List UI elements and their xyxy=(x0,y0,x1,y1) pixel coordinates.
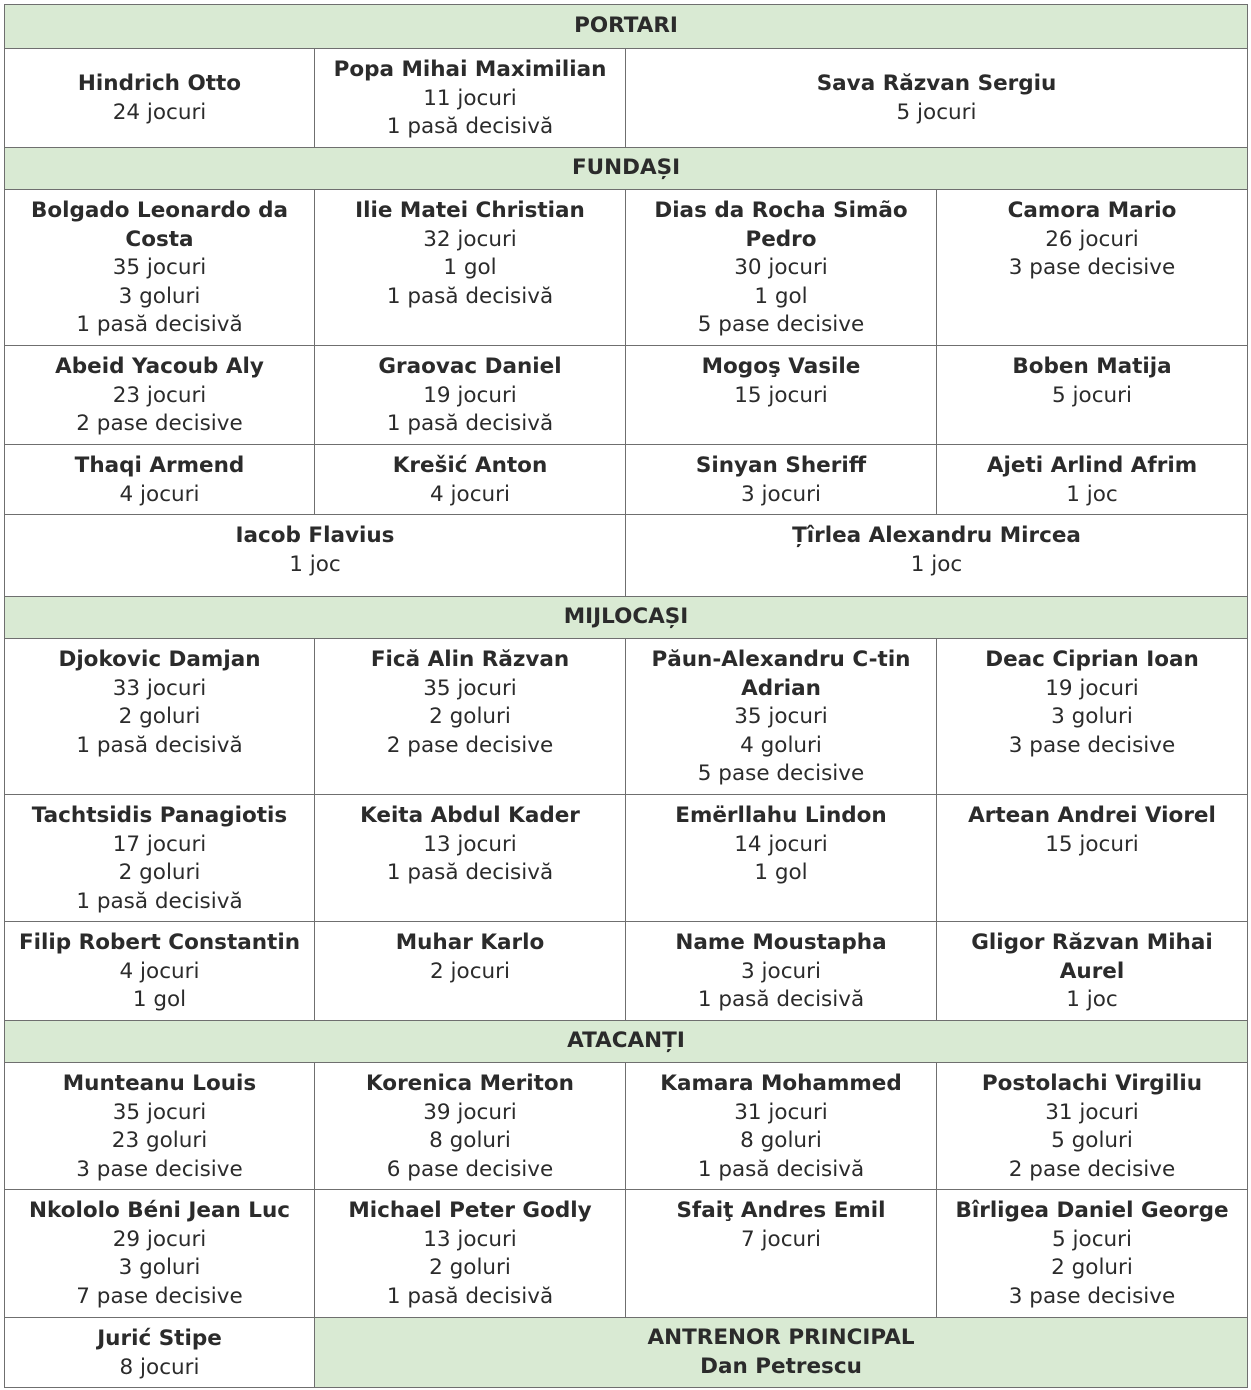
player-stat: 1 joc xyxy=(1066,481,1118,507)
player-stat: 2 pase decisive xyxy=(1008,1156,1176,1182)
player-name: Korenica Meriton xyxy=(366,1071,574,1096)
player-cell xyxy=(315,49,626,148)
player-stat: 2 pase decisive xyxy=(386,732,554,758)
player-stat: 33 jocuri xyxy=(112,675,207,701)
player-cell xyxy=(315,1063,626,1190)
player-cell xyxy=(315,346,626,445)
player-cell xyxy=(626,445,937,515)
player-stat: 5 pase decisive xyxy=(697,312,865,337)
player-stat: 5 jocuri xyxy=(1052,1226,1132,1252)
player-stat: 1 pasă decisivă xyxy=(697,1156,865,1182)
player-stat: 5 goluri xyxy=(1051,1128,1133,1153)
player-stat: 1 pasă decisivă xyxy=(76,732,243,758)
player-name: Ajeti Arlind Afrim xyxy=(986,453,1198,478)
head-coach-name: Dan Petrescu xyxy=(700,1353,862,1379)
player-cell xyxy=(5,49,315,148)
player-name: Hindrich Otto xyxy=(77,71,242,96)
player-stat: 17 jocuri xyxy=(112,831,207,857)
player-stat: 23 jocuri xyxy=(112,382,207,408)
player-stat: 3 jocuri xyxy=(741,958,821,984)
player-cell xyxy=(315,190,626,346)
player-name: Krešić Anton xyxy=(392,453,548,478)
player-stat: 2 goluri xyxy=(118,704,201,729)
player-cell xyxy=(626,515,1248,597)
player-cell xyxy=(937,346,1248,445)
player-stat: 1 pasă decisivă xyxy=(386,411,554,436)
player-name: Popa Mihai Maximilian xyxy=(333,57,607,82)
player-cell xyxy=(937,795,1248,922)
player-name: Sinyan Sheriff xyxy=(695,453,867,478)
squad-stats-table xyxy=(4,4,1248,1388)
player-stat: 4 jocuri xyxy=(119,481,200,507)
player-stat: 35 jocuri xyxy=(734,704,828,729)
player-cell xyxy=(937,190,1248,346)
player-stat: 1 pasă decisivă xyxy=(386,860,554,885)
player-stat: 7 pase decisive xyxy=(76,1283,243,1309)
player-stat: 7 jocuri xyxy=(741,1226,821,1252)
player-stat: 19 jocuri xyxy=(1045,675,1139,701)
player-stat: 8 jocuri xyxy=(119,1354,200,1380)
player-name: Deac Ciprian Ioan xyxy=(985,647,1199,672)
player-name: Muhar Karlo xyxy=(395,930,545,955)
player-cell xyxy=(937,639,1248,795)
player-cell xyxy=(315,1190,626,1318)
player-stat: 1 gol xyxy=(443,255,497,280)
player-cell xyxy=(5,639,315,795)
player-cell xyxy=(5,795,315,922)
player-cell xyxy=(626,190,937,346)
player-stat: 5 jocuri xyxy=(1052,382,1132,408)
player-stat: 3 pase decisive xyxy=(1008,255,1176,280)
player-stat: 3 goluri xyxy=(1051,704,1133,729)
player-stat: 1 joc xyxy=(289,551,341,577)
player-stat: 11 jocuri xyxy=(423,85,517,111)
player-name: Camora Mario xyxy=(1007,198,1177,223)
player-cell xyxy=(626,1190,937,1318)
player-stat: 24 jocuri xyxy=(112,99,207,125)
player-stat: 1 pasă decisivă xyxy=(386,1283,554,1309)
player-name: Fică Alin Răzvan xyxy=(370,647,570,672)
player-stat: 8 goluri xyxy=(740,1128,822,1153)
player-cell xyxy=(626,795,937,922)
player-name: Kamara Mohammed xyxy=(660,1071,902,1096)
player-stat: 13 jocuri xyxy=(423,1226,517,1252)
player-name: Bolgado Leonardo da Costa xyxy=(30,198,289,252)
player-name: Bîrligea Daniel George xyxy=(955,1198,1229,1223)
player-stat: 32 jocuri xyxy=(423,226,517,252)
player-stat: 1 pasă decisivă xyxy=(386,114,554,139)
player-cell xyxy=(626,1063,937,1190)
player-name: Michael Peter Godly xyxy=(348,1198,592,1223)
player-name: Iacob Flavius xyxy=(235,523,395,548)
player-stat: 35 jocuri xyxy=(112,1099,207,1125)
player-stat: 14 jocuri xyxy=(734,831,828,857)
player-cell xyxy=(5,1063,315,1190)
player-stat: 4 jocuri xyxy=(430,481,510,507)
player-stat: 13 jocuri xyxy=(423,831,517,857)
player-cell xyxy=(315,922,626,1021)
player-stat: 31 jocuri xyxy=(734,1099,828,1125)
player-stat: 1 gol xyxy=(754,860,808,885)
player-cell xyxy=(5,515,626,597)
player-stat: 39 jocuri xyxy=(423,1099,517,1125)
player-stat: 1 gol xyxy=(132,987,187,1012)
player-stat: 35 jocuri xyxy=(112,255,207,280)
player-stat: 2 jocuri xyxy=(430,958,510,984)
player-cell xyxy=(626,49,1248,148)
head-coach-cell xyxy=(315,1318,1248,1388)
player-stat: 19 jocuri xyxy=(423,382,517,408)
player-name: Gligor Răzvan Mihai Aurel xyxy=(971,930,1213,984)
player-stat: 2 goluri xyxy=(1051,1255,1133,1280)
player-stat: 30 jocuri xyxy=(734,255,828,280)
player-cell xyxy=(5,190,315,346)
player-cell xyxy=(937,1063,1248,1190)
player-name: Tachtsidis Panagiotis xyxy=(31,803,288,828)
player-cell xyxy=(315,445,626,515)
player-stat: 35 jocuri xyxy=(423,675,517,701)
player-name: Djokovic Damjan xyxy=(58,647,261,672)
section-header-midfielders: MIJLOCAȘI xyxy=(5,597,1248,639)
player-name: Boben Matija xyxy=(1012,354,1172,379)
player-name: Keita Abdul Kader xyxy=(360,803,580,828)
player-stat: 8 goluri xyxy=(429,1128,511,1153)
player-stat: 4 goluri xyxy=(740,732,822,758)
player-name: Țîrlea Alexandru Mircea xyxy=(792,523,1081,548)
player-name: Jurić Stipe xyxy=(97,1326,222,1351)
player-cell xyxy=(5,1190,315,1318)
player-stat: 2 goluri xyxy=(429,704,511,729)
player-stat: 3 pase decisive xyxy=(76,1156,243,1182)
player-name: Păun-Alexandru C-tin Adrian xyxy=(651,647,911,701)
player-name: Nkololo Béni Jean Luc xyxy=(28,1198,290,1223)
player-cell xyxy=(626,346,937,445)
player-stat: 29 jocuri xyxy=(112,1226,207,1252)
player-stat: 1 pasă decisivă xyxy=(697,987,865,1012)
player-stat: 3 pase decisive xyxy=(1008,1283,1176,1309)
player-name: Thaqi Armend xyxy=(74,453,245,478)
player-name: Postolachi Virgiliu xyxy=(981,1071,1203,1096)
player-stat: 26 jocuri xyxy=(1045,226,1139,252)
player-name: Name Moustapha xyxy=(675,930,887,955)
player-cell xyxy=(5,922,315,1021)
player-name: Emërllahu Lindon xyxy=(675,803,887,828)
player-cell xyxy=(937,445,1248,515)
player-name: Sfaiţ Andres Emil xyxy=(676,1198,886,1223)
player-name: Sava Răzvan Sergiu xyxy=(816,71,1057,96)
player-stat: 3 goluri xyxy=(118,283,201,309)
player-stat: 1 gol xyxy=(754,283,808,309)
player-stat: 4 jocuri xyxy=(119,958,200,984)
player-name: Munteanu Louis xyxy=(62,1071,257,1096)
player-cell xyxy=(937,1190,1248,1318)
player-stat: 1 pasă decisivă xyxy=(76,888,243,914)
player-stat: 1 pasă decisivă xyxy=(386,283,554,309)
head-coach-title: ANTRENOR PRINCIPAL xyxy=(647,1325,915,1350)
player-cell xyxy=(315,639,626,795)
player-stat: 23 goluri xyxy=(111,1128,208,1153)
player-stat: 6 pase decisive xyxy=(386,1156,554,1182)
player-name: Mogoş Vasile xyxy=(701,354,861,379)
player-cell xyxy=(5,346,315,445)
player-cell xyxy=(315,795,626,922)
player-cell xyxy=(626,922,937,1021)
player-name: Graovac Daniel xyxy=(378,354,562,379)
player-cell xyxy=(5,445,315,515)
section-header-goalkeepers: PORTARI xyxy=(5,5,1248,49)
player-name: Filip Robert Constantin xyxy=(18,930,301,955)
player-stat: 1 joc xyxy=(1066,987,1118,1012)
player-stat: 1 joc xyxy=(910,551,963,577)
player-stat: 5 pase decisive xyxy=(697,761,865,786)
player-stat: 3 pase decisive xyxy=(1008,732,1176,758)
player-name: Ilie Matei Christian xyxy=(355,198,585,223)
player-cell xyxy=(937,922,1248,1021)
player-name: Artean Andrei Viorel xyxy=(968,803,1216,828)
player-stat: 1 pasă decisivă xyxy=(76,312,243,337)
player-stat: 2 pase decisive xyxy=(76,411,243,436)
player-stat: 15 jocuri xyxy=(1045,831,1139,857)
player-name: Dias da Rocha Simão Pedro xyxy=(654,198,908,252)
player-stat: 5 jocuri xyxy=(896,99,977,125)
player-stat: 15 jocuri xyxy=(734,382,828,408)
section-header-defenders: FUNDAȘI xyxy=(5,148,1248,190)
player-name: Abeid Yacoub Aly xyxy=(55,354,264,379)
player-stat: 31 jocuri xyxy=(1045,1099,1139,1125)
player-cell xyxy=(5,1318,315,1388)
player-stat: 2 goluri xyxy=(118,860,201,885)
player-stat: 3 jocuri xyxy=(741,481,821,507)
player-stat: 2 goluri xyxy=(429,1255,511,1280)
player-cell xyxy=(626,639,937,795)
section-header-forwards: ATACANȚI xyxy=(5,1021,1248,1063)
player-stat: 3 goluri xyxy=(118,1255,201,1280)
